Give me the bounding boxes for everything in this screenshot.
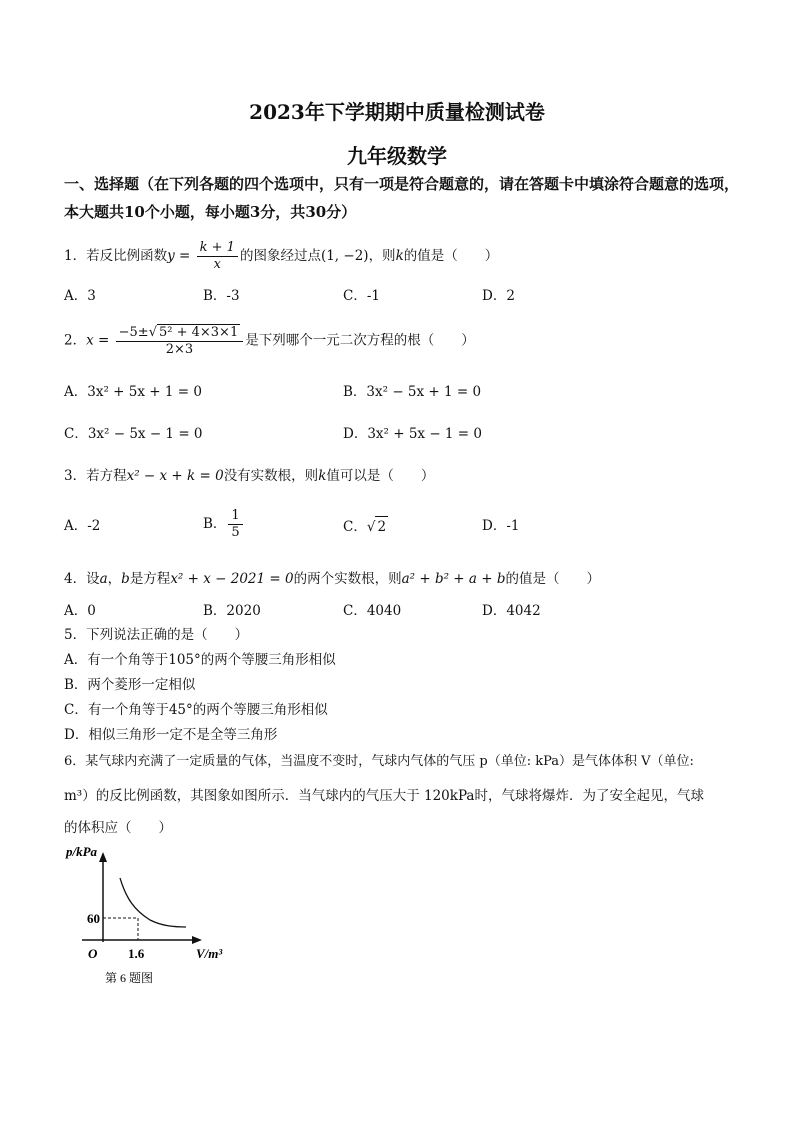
q5-option-b[interactable]: B．两个菱形一定相似 bbox=[64, 677, 196, 693]
page-title: 2023年下学期期中质量检测试卷 bbox=[249, 100, 545, 124]
q3-frac-den: 5 bbox=[231, 525, 240, 540]
question-2-stem bbox=[64, 324, 475, 358]
q3-text-mid: 没有实数根，则 bbox=[223, 468, 319, 484]
question-5-stem: 5．下列说法正确的是（ ） bbox=[64, 627, 249, 643]
q4-text-pre: 4．设 bbox=[64, 571, 100, 587]
question-1-stem bbox=[64, 240, 498, 273]
q4-equation: x² + x − 2021 = 0 bbox=[170, 571, 294, 587]
question-3-stem bbox=[64, 466, 434, 486]
q3-option-d[interactable]: D．-1 bbox=[482, 518, 520, 534]
q4-var-a: a bbox=[99, 571, 108, 587]
q5-option-a[interactable]: A．有一个角等于105°的两个等腰三角形相似 bbox=[64, 652, 336, 668]
q1-text-post: ，则 bbox=[368, 248, 396, 264]
q1-option-d[interactable]: D．2 bbox=[482, 288, 515, 304]
q2-equals: = bbox=[93, 332, 114, 349]
figure-caption: 第 6 题图 bbox=[105, 971, 154, 985]
q1-text-end: 的值是（ ） bbox=[403, 248, 499, 264]
q3-frac-num: 1 bbox=[228, 508, 242, 525]
q3-option-b-label: B． bbox=[203, 516, 227, 532]
q4-text-end: 的值是（ ） bbox=[505, 571, 600, 587]
q2-option-a[interactable]: A．3x² + 5x + 1 = 0 bbox=[64, 384, 202, 400]
q2-frac-num: −5±√ 5² + 4×3×1 bbox=[116, 324, 244, 342]
q1-point: (1, −2) bbox=[320, 248, 369, 264]
q4-option-d[interactable]: D．4042 bbox=[482, 603, 541, 619]
q4-expression: a² + b² + a + b bbox=[401, 571, 506, 587]
q1-var-k: k bbox=[395, 248, 404, 264]
question-6-line-1: 6．某气球内充满了一定质量的气体，当温度不变时，气球内气体的气压 p（单位: kPa）是气体体积 V（单位: bbox=[64, 754, 694, 769]
page-subtitle: 九年级数学 bbox=[347, 144, 447, 168]
question-number: 3． bbox=[64, 468, 87, 484]
q1-fraction bbox=[197, 240, 238, 273]
q2-option-c[interactable]: C．3x² − 5x − 1 = 0 bbox=[64, 426, 203, 442]
question-6-line-3: 的体积应（ ） bbox=[64, 820, 172, 836]
q4-option-a[interactable]: A．0 bbox=[64, 603, 96, 619]
q6-graph-figure bbox=[60, 840, 240, 990]
x-axis-label: V/m³ bbox=[196, 946, 223, 961]
q3-option-b-fraction bbox=[228, 508, 242, 541]
question-number: 1． bbox=[64, 248, 87, 264]
x-tick-label: 1.6 bbox=[128, 946, 145, 961]
q1-frac-den: x bbox=[213, 257, 221, 272]
q3-option-c[interactable]: C．√ 2 bbox=[343, 516, 388, 537]
q3-option-a[interactable]: A．-2 bbox=[64, 518, 101, 534]
y-axis-label: p/kPa bbox=[66, 844, 98, 859]
q3-text-pre: 若方程 bbox=[86, 468, 127, 484]
question-4-stem bbox=[64, 569, 600, 589]
q5-option-d[interactable]: D．相似三角形一定不是全等三角形 bbox=[64, 727, 278, 743]
q1-option-a[interactable]: A．3 bbox=[64, 288, 96, 304]
inverse-proportion-curve bbox=[120, 878, 186, 927]
y-tick-label: 60 bbox=[87, 911, 100, 926]
q2-fraction bbox=[116, 324, 244, 358]
q1-option-c[interactable]: C．-1 bbox=[343, 288, 380, 304]
q3-equation: x² − x + k = 0 bbox=[126, 468, 224, 484]
q1-equals: = bbox=[174, 248, 195, 264]
q4-text-mid2: 的两个实数根，则 bbox=[293, 571, 402, 587]
q1-text-pre: 若反比例函数 bbox=[86, 248, 168, 264]
q2-option-d[interactable]: D．3x² + 5x − 1 = 0 bbox=[343, 426, 483, 442]
q1-frac-num: k + 1 bbox=[197, 240, 238, 257]
q2-num-radicand: 5² + 4×3×1 bbox=[158, 325, 239, 340]
question-number: 2． bbox=[64, 332, 87, 349]
q1-option-b[interactable]: B．-3 bbox=[203, 288, 240, 304]
origin-label: O bbox=[88, 946, 98, 961]
q4-option-b[interactable]: B．2020 bbox=[203, 603, 261, 619]
y-axis-arrow bbox=[99, 852, 107, 862]
q4-option-c[interactable]: C．4040 bbox=[343, 603, 402, 619]
q2-option-b[interactable]: B．3x² − 5x + 1 = 0 bbox=[343, 384, 482, 400]
q2-frac-den: 2×3 bbox=[165, 342, 194, 357]
q2-text-post: 是下列哪个一元二次方程的根（ ） bbox=[245, 332, 475, 349]
q3-text-end: 值可以是（ ） bbox=[326, 468, 435, 484]
q2-var-x: x bbox=[86, 332, 94, 349]
x-axis-arrow bbox=[192, 936, 202, 944]
q3-var-k: k bbox=[318, 468, 327, 484]
section-heading: 一、选择题（在下列各题的四个选项中，只有一项是符合题意的，请在答题卡中填涂符合题意的选项，本大题共10个小题，每小题3分，共30分） bbox=[64, 175, 740, 221]
q5-option-c[interactable]: C．有一个角等于45°的两个等腰三角形相似 bbox=[64, 702, 328, 718]
q4-text-mid: 是方程 bbox=[129, 571, 171, 587]
q1-text-mid: 的图象经过点 bbox=[239, 248, 321, 264]
q2-num-prefix: −5± bbox=[118, 325, 149, 340]
q4-comma: ， bbox=[107, 571, 122, 587]
q3-option-c-radicand: 2 bbox=[375, 516, 388, 537]
q4-var-b: b bbox=[121, 571, 130, 587]
q3-option-b[interactable] bbox=[203, 508, 245, 541]
question-6-line-2: m³）的反比例函数，其图象如图所示．当气球内的气压大于 120kPa时，气球将爆炸．为了安全起见，气球 bbox=[64, 788, 704, 804]
q1-var-y: y bbox=[167, 248, 175, 264]
q3-option-c-label: C． bbox=[343, 519, 367, 535]
